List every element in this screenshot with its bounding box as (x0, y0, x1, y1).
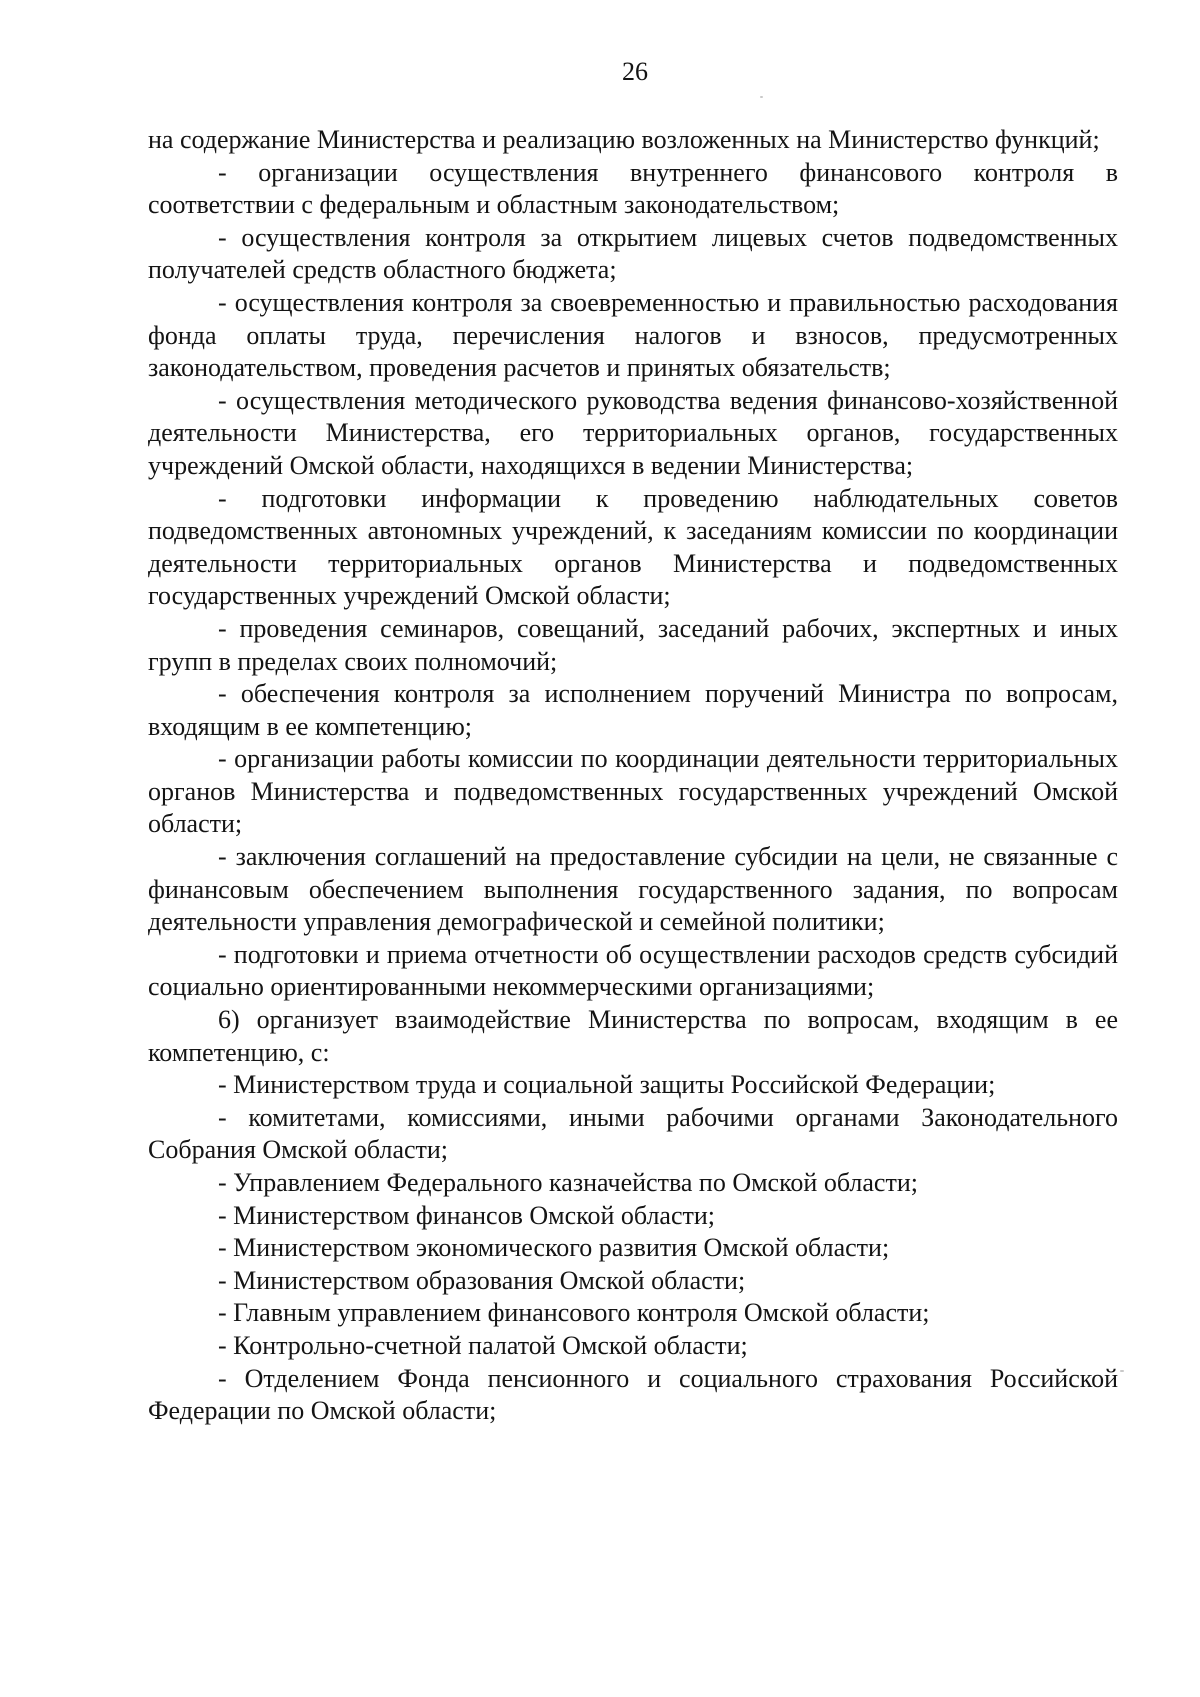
list-item: - Министерством финансов Омской области; (218, 1200, 715, 1230)
paragraph: на содержание Министерства и реализацию возложенных на Министерство функций; (148, 125, 1100, 154)
scan-speck (760, 96, 763, 98)
list-item: - Министерством образования Омской области; (218, 1265, 746, 1295)
list-item: - Министерством труда и социальной защиты Российской Федерации; (218, 1070, 996, 1100)
list-item: - заключения соглашений на предоставление субсидии на цели, не связанные с финансовым обеспечением выполнения государственного задания, по вопросам деятельности управления демографической и семейной политики; (148, 842, 1118, 937)
numbered-paragraph: 6) организует взаимодействие Министерства по вопросам, входящим в ее компетенцию, с: (148, 1005, 1118, 1067)
list-item: - Управлением Федерального казначейства по Омской области; (218, 1168, 918, 1197)
list-item: - Отделением Фонда пенсионного и социального страхования Российской Федерации по Омской области; (148, 1363, 1118, 1426)
list-item: - организации работы комиссии по координации деятельности территориальных органов Министерства и подведомственных государственных учреждений Омской области; (148, 744, 1118, 839)
list-item: - осуществления контроля за открытием лицевых счетов подведомственных получателей средств областного бюджета; (148, 222, 1118, 285)
list-item: - комитетами, комиссиями, иными рабочими органами Законодательного Собрания Омской области; (148, 1102, 1118, 1165)
list-item: - Главным управлением финансового контроля Омской области; (218, 1298, 930, 1328)
list-item: - осуществления методического руководства ведения финансово-хозяйственной деятельности Министерства, его территориальных органов, государственных учреждений Омской области, находящихся в ведении Министерства; (148, 385, 1118, 480)
list-item: - проведения семинаров, совещаний, заседаний рабочих, экспертных и иных групп в пределах своих полномочий; (148, 613, 1118, 676)
list-item: - осуществления контроля за своевременностью и правильностью расходования фонда оплаты труда, перечисления налогов и взносов, предусмотренных законодательством, проведения расчетов и принятых обязательств; (148, 287, 1118, 383)
list-item: - обеспечения контроля за исполнением поручений Министра по вопросам, входящим в ее компетенцию; (148, 679, 1118, 741)
list-item: - организации осуществления внутреннего финансового контроля в соответствии с федеральным и областным законодательством; (148, 157, 1118, 220)
document-body (148, 124, 1118, 1428)
list-item: - Министерством экономического развития Омской области; (218, 1233, 890, 1263)
list-item: - подготовки информации к проведению наблюдательных советов подведомственных автономных учреждений, к заседаниям комиссии по координации деятельности территориальных органов Министерства и подведомственных государственных учреждений Омской области; (148, 483, 1118, 611)
scan-speck (1120, 1370, 1124, 1372)
list-item: - подготовки и приема отчетности об осуществлении расходов средств субсидий социально ориентированными некоммерческими организациями; (148, 939, 1118, 1002)
list-item: - Контрольно-счетной палатой Омской области; (218, 1330, 748, 1360)
page-number: 26 (622, 57, 648, 86)
